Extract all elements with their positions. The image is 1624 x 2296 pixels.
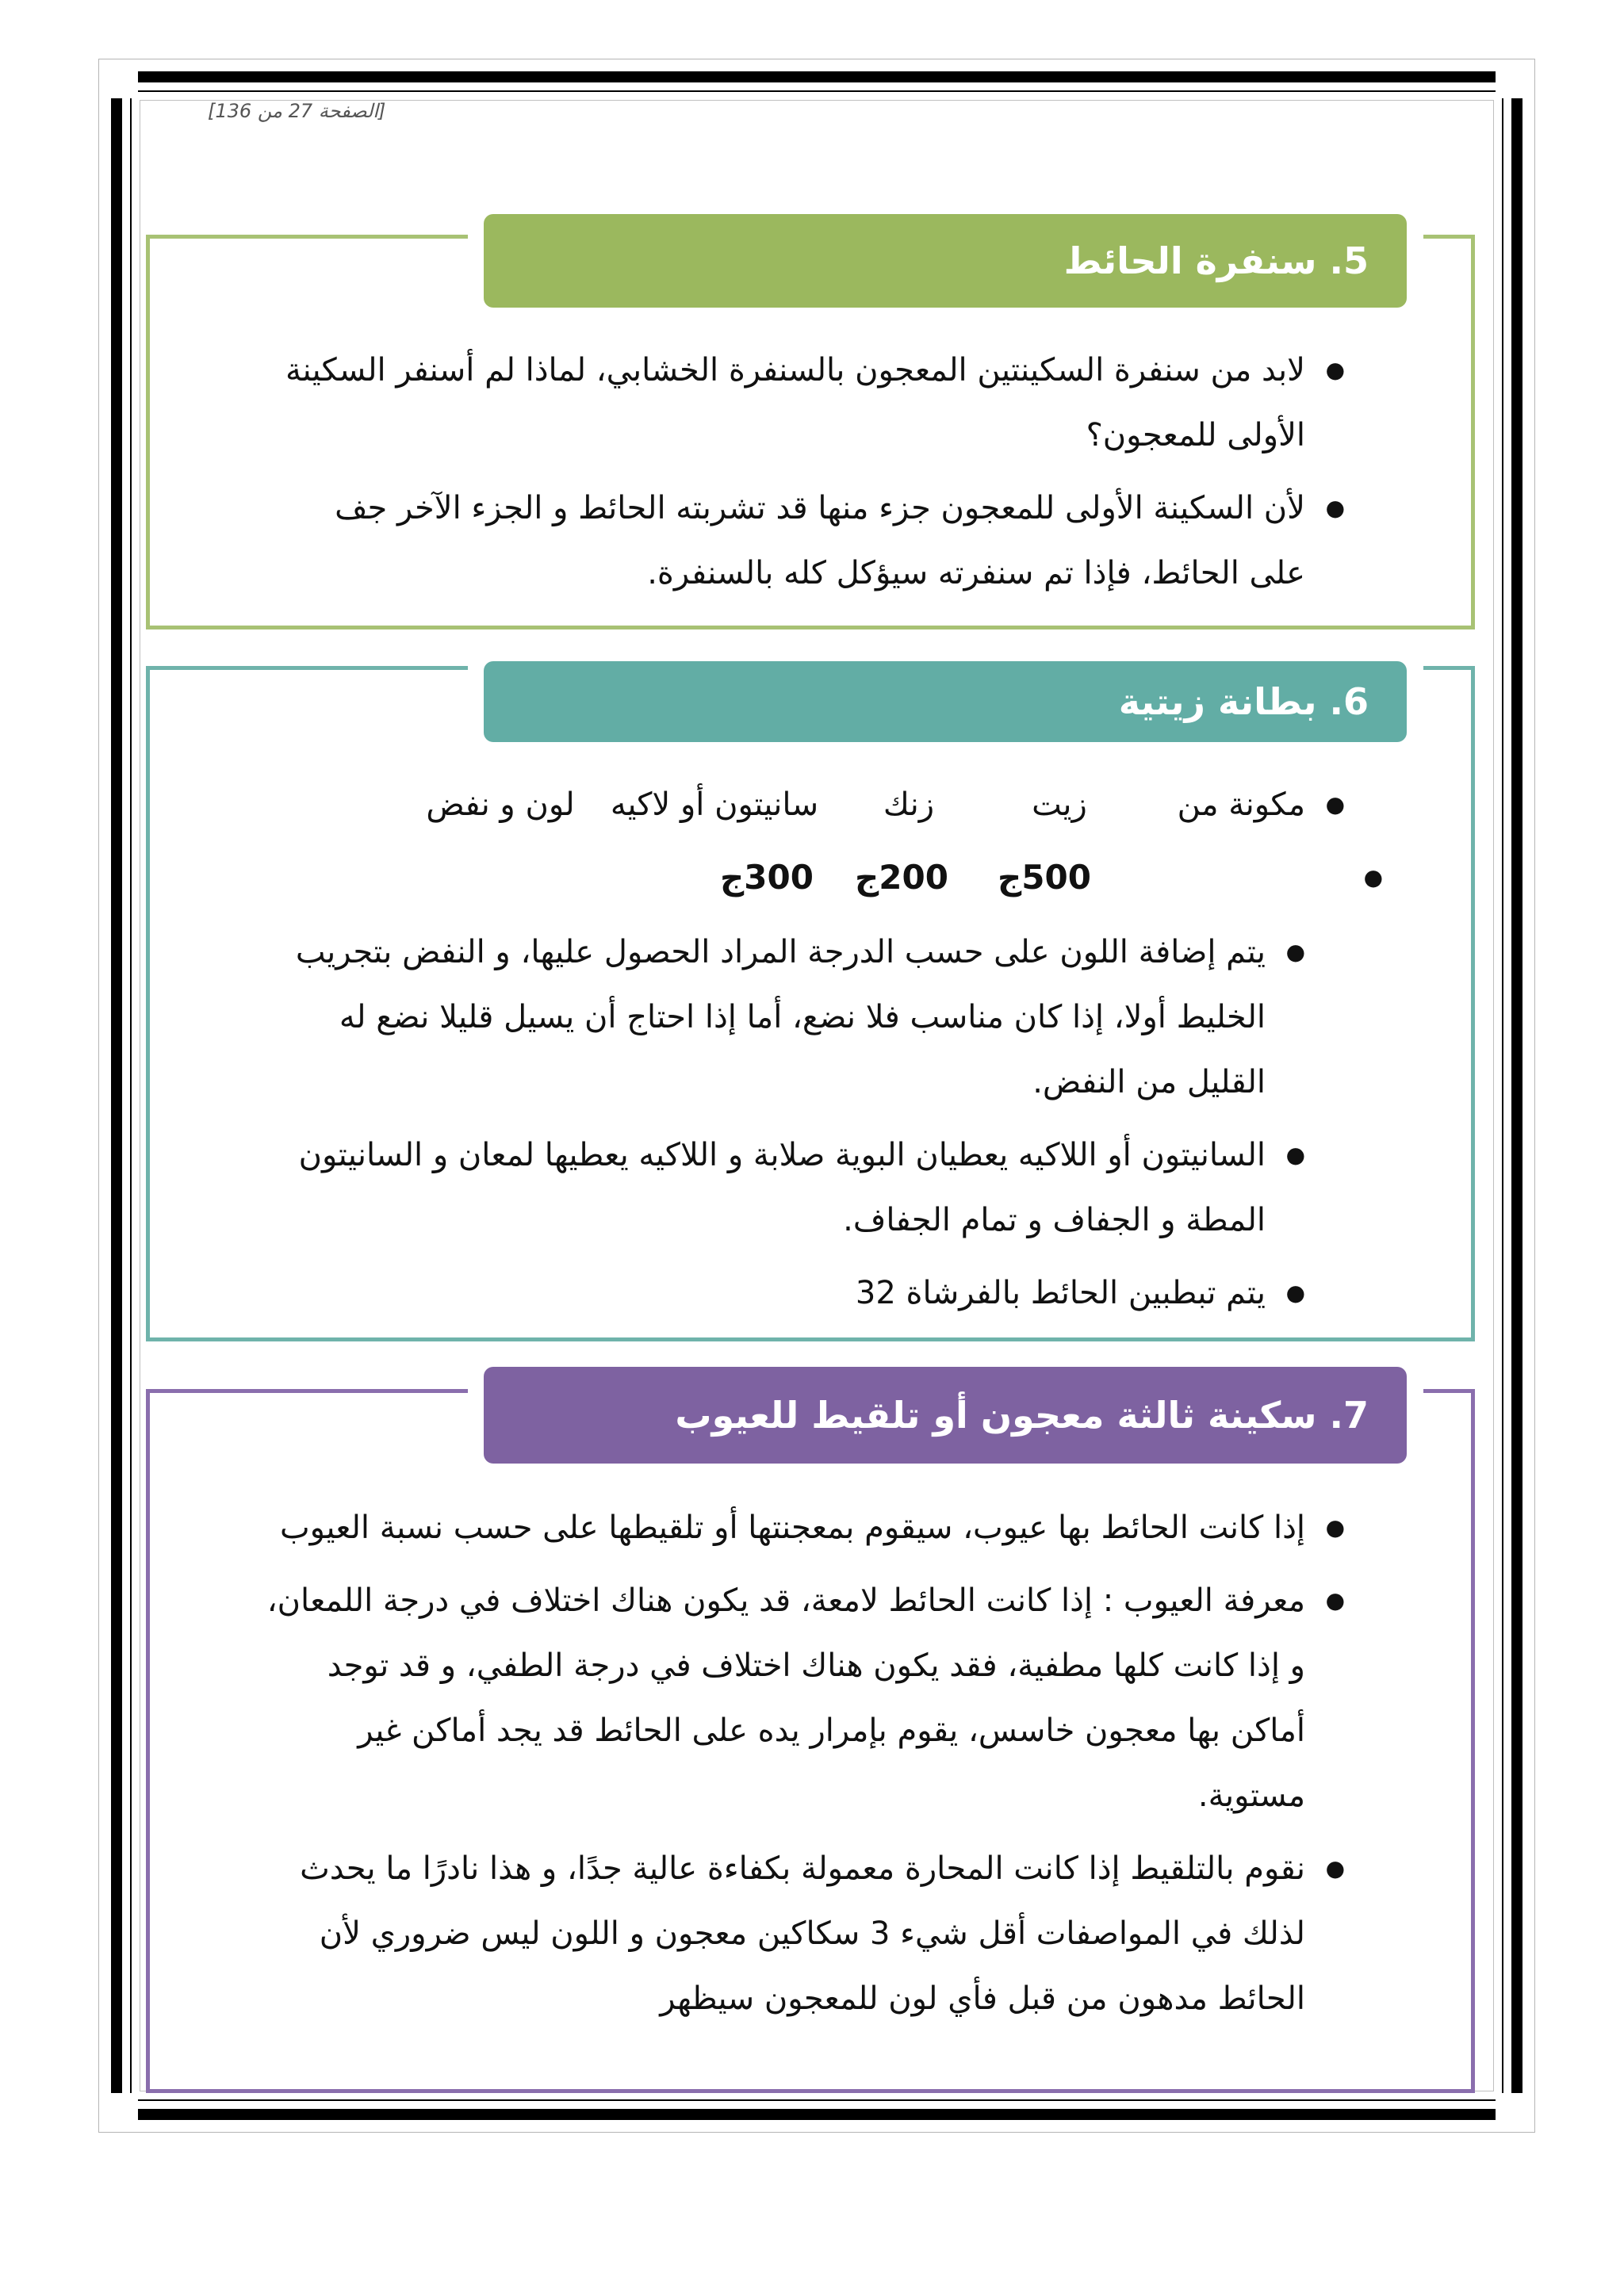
ingredient-item: زنك xyxy=(883,786,935,823)
list-item: ● يتم تبطبين الحائط بالفرشاة 32 xyxy=(279,1261,1310,1326)
list-item: ● إذا كانت الحائط بها عيوب، سيقوم بمعجنتها أو تلقيطها على حسب نسبة العيوب xyxy=(263,1495,1350,1560)
frame-corner xyxy=(1496,71,1522,98)
section-7-title-bar xyxy=(484,1367,1407,1464)
ingredient-item: زيت xyxy=(1032,786,1087,823)
bullet-icon: ● xyxy=(1363,864,1383,890)
bullet-icon: ● xyxy=(1325,357,1345,383)
quantity-item: 200ج xyxy=(855,858,948,897)
bullet-icon: ● xyxy=(1325,1514,1345,1540)
section-7-content xyxy=(263,1495,1350,2039)
ingredient-item: لون و نفض xyxy=(426,786,575,823)
frame-corner xyxy=(111,2093,138,2120)
list-item: ● معرفة العيوب : إذا كانت الحائط لامعة، قد يكون هناك اختلاف في درجة اللمعان، و إذا كانت كلها مطفية، فقد يكون هناك اختلاف في درجة الطفي، و قد توجد أماكن بها معجون خاسس، يقوم بإمرار يده على الحائط قد يجد أماكن غير مستوية. xyxy=(263,1568,1350,1828)
bullet-icon: ● xyxy=(1285,939,1305,965)
list-item: ● السانيتون أو اللاكيه يعطيان البوية صلابة و اللاكيه يعطيها لمعان و السانيتون المطة و الجفاف و تمام الجفاف. xyxy=(279,1123,1310,1253)
quantity-item: 500ج xyxy=(998,858,1091,897)
section-5-title-bar xyxy=(484,214,1407,308)
bullet-icon: ● xyxy=(1285,1142,1305,1168)
quantities-row xyxy=(279,845,1383,910)
bullet-icon: ● xyxy=(1325,495,1345,521)
page-indicator: [الصفحة 27 من 136] xyxy=(208,100,386,122)
frame-corner xyxy=(1496,2093,1522,2120)
ingredient-item: سانيتون أو لاكيه xyxy=(610,786,819,823)
section-6-content xyxy=(279,772,1383,918)
bullet-icon: ● xyxy=(1325,1855,1345,1881)
quantity-item: 300ج xyxy=(720,858,814,897)
ingredients-label: مكونة من xyxy=(1177,786,1305,823)
list-item: ● لابد من سنفرة السكينتين المعجون بالسنفرة الخشابي، لماذا لم أسنفر السكينة الأولى للمعجون؟ xyxy=(279,338,1350,468)
section-5-content xyxy=(279,338,1350,614)
bullet-icon: ● xyxy=(1325,791,1345,817)
section-5-title: 5. سنفرة الحائط xyxy=(1063,239,1369,282)
section-6-title: 6. بطانة زيتية xyxy=(1118,680,1369,723)
bullet-icon: ● xyxy=(1325,1587,1345,1613)
ingredients-row xyxy=(279,772,1350,837)
section-6-title-bar xyxy=(484,661,1407,742)
list-item: ● يتم إضافة اللون على حسب الدرجة المراد الحصول عليها، و النفض بتجريب الخليط أولا، إذا كان مناسب فلا نضع، أما إذا احتاج أن يسيل قليلا نضع له القليل من النفض. xyxy=(279,920,1310,1115)
section-6-notes xyxy=(279,920,1310,1334)
bullet-icon: ● xyxy=(1285,1280,1305,1306)
list-item: ● لأن السكينة الأولى للمعجون جزء منها قد تشربته الحائط و الجزء الآخر جف على الحائط، فإذا تم سنفرته سيؤكل كله بالسنفرة. xyxy=(279,476,1350,606)
list-item: ● نقوم بالتلقيط إذا كانت المحارة معمولة بكفاءة عالية جدًا، و هذا نادرًا ما يحدث لذلك في المواصفات أقل شيء 3 سكاكين معجون و اللون ليس ضروري لأن الحائط مدهون من قبل فأي لون للمعجون سيظهر xyxy=(263,1836,1350,2031)
section-7-title: 7. سكينة ثالثة معجون أو تلقيط للعيوب xyxy=(675,1394,1369,1437)
frame-corner xyxy=(111,71,138,98)
